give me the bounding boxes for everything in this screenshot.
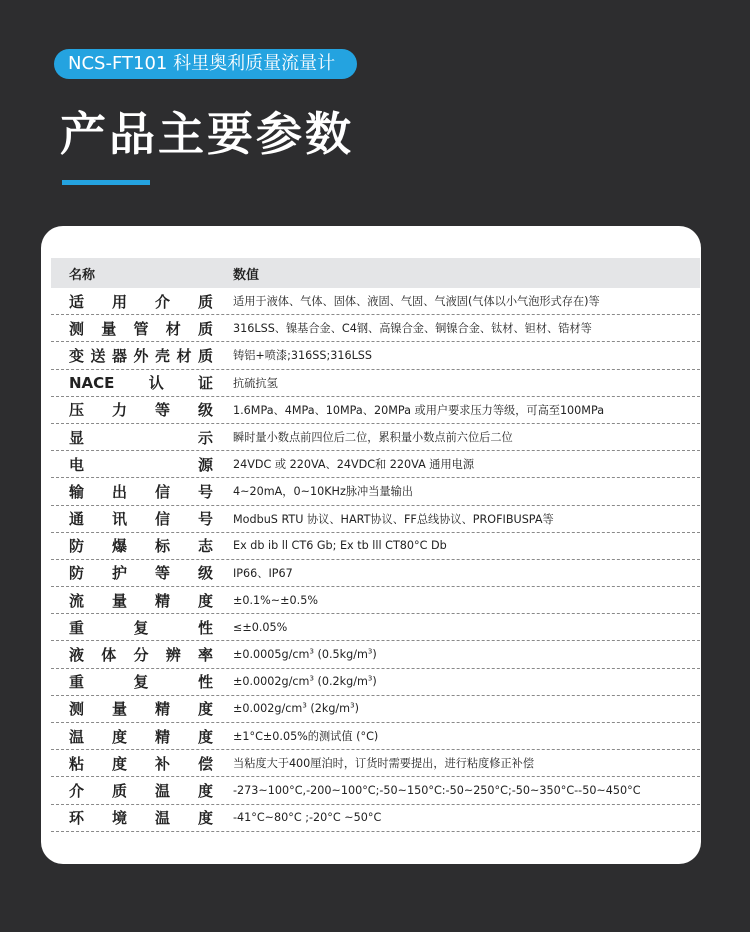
table-row — [51, 397, 700, 424]
table-row — [51, 777, 700, 804]
spec-card — [41, 226, 701, 864]
row-value: -273~100°C,-200~100°C;-50~150°C:-50~250°C;-50~350°C--50~450°C — [233, 783, 641, 797]
row-name: 环境温度 — [69, 809, 213, 828]
title-underline — [62, 180, 150, 185]
row-name: 显示 — [69, 428, 213, 447]
row-name: 通讯信号 — [69, 510, 213, 529]
row-value: 4~20mA，0~10KHz脉冲当量输出 — [233, 485, 413, 499]
table-row — [51, 506, 700, 533]
row-name: 温度精度 — [69, 727, 213, 746]
row-name: 液体分辨率 — [69, 646, 213, 665]
table-row — [51, 451, 700, 478]
table-row — [51, 533, 700, 560]
row-name: 测量精度 — [69, 700, 213, 719]
row-value: ≤±0.05% — [233, 620, 288, 634]
row-name: 适用介质 — [69, 292, 213, 311]
table-row — [51, 805, 700, 832]
table-row — [51, 641, 700, 668]
row-name: 测量管材质 — [69, 319, 213, 338]
row-name: 输出信号 — [69, 482, 213, 501]
row-value: $\pm 0.0002g/cm^3$ $(0.2kg/m^3)$ — [233, 674, 377, 689]
product-badge: NCS-FT101 科里奥利质量流量计 — [54, 49, 357, 79]
row-value: $\pm 0.002g/cm^3$ $(2kg/m^3)$ — [233, 701, 359, 716]
table-row — [51, 342, 700, 369]
table-row — [51, 614, 700, 641]
row-value: ModbuS RTU 协议、HART协议、FF总线协议、PROFIBUSPA等 — [233, 512, 554, 526]
row-name: 流量精度 — [69, 591, 213, 610]
row-name: 变送器外壳材质 — [69, 346, 213, 365]
row-name: 电源 — [69, 455, 213, 474]
row-value: 瞬时量小数点前四位后二位，累积量小数点前六位后二位 — [233, 431, 513, 445]
row-name: 防爆标志 — [69, 537, 213, 556]
row-value: 1.6MPa、4MPa、10MPa、20MPa 或用户要求压力等级，可高至100MPa — [233, 403, 605, 417]
row-name: 重复性 — [69, 618, 213, 637]
row-value: 24VDC 或 220VA、24VDC和 220VA 通用电源 — [233, 458, 475, 472]
row-value: 316LSS、镍基合金、C4钢、高镍合金、铜镍合金、钛材、钽材、锆材等 — [233, 322, 592, 336]
row-value: 适用于液体、气体、固体、液固、气固、气液固(气体以小气泡形式存在)等 — [233, 295, 600, 309]
table-row — [51, 478, 700, 505]
row-value: -41°C~80°C ;-20°C ~50°C — [233, 811, 382, 825]
table-row — [51, 315, 700, 342]
spec-table — [51, 258, 700, 832]
row-value: 当粘度大于400厘泊时，订货时需要提出，进行粘度修正补偿 — [233, 757, 535, 771]
row-value: 抗硫抗氢 — [233, 376, 278, 390]
row-name: 介质温度 — [69, 781, 213, 800]
row-name: 压力等级 — [69, 401, 213, 420]
page-title: 产品主要参数 — [60, 107, 354, 161]
row-name: 重复性 — [69, 673, 213, 692]
row-value: IP66、IP67 — [233, 566, 293, 580]
table-row — [51, 587, 700, 614]
header-name: 名称 — [69, 267, 96, 283]
row-value: ±1°C±0.05%的测试值 (°C) — [233, 730, 379, 744]
table-row — [51, 560, 700, 587]
row-name: 粘度补偿 — [69, 754, 213, 773]
row-value: ±0.1%~±0.5% — [233, 593, 318, 607]
header-value: 数值 — [233, 267, 260, 283]
table-row — [51, 750, 700, 777]
table-row — [51, 723, 700, 750]
table-row — [51, 424, 700, 451]
table-row — [51, 288, 700, 315]
row-value: $\pm 0.0005g/cm^3$ $(0.5kg/m^3)$ — [233, 647, 377, 662]
row-value: Ex db ib ll CT6 Gb; Ex tb lll CT80°C Db — [233, 539, 447, 553]
table-row — [51, 669, 700, 696]
table-row — [51, 696, 700, 723]
table-row — [51, 370, 700, 397]
row-name: 防护等级 — [69, 564, 213, 583]
row-name: NACE认证 — [69, 374, 213, 393]
table-header — [51, 258, 700, 288]
row-value: 铸铝+喷漆;316SS;316LSS — [233, 349, 373, 363]
